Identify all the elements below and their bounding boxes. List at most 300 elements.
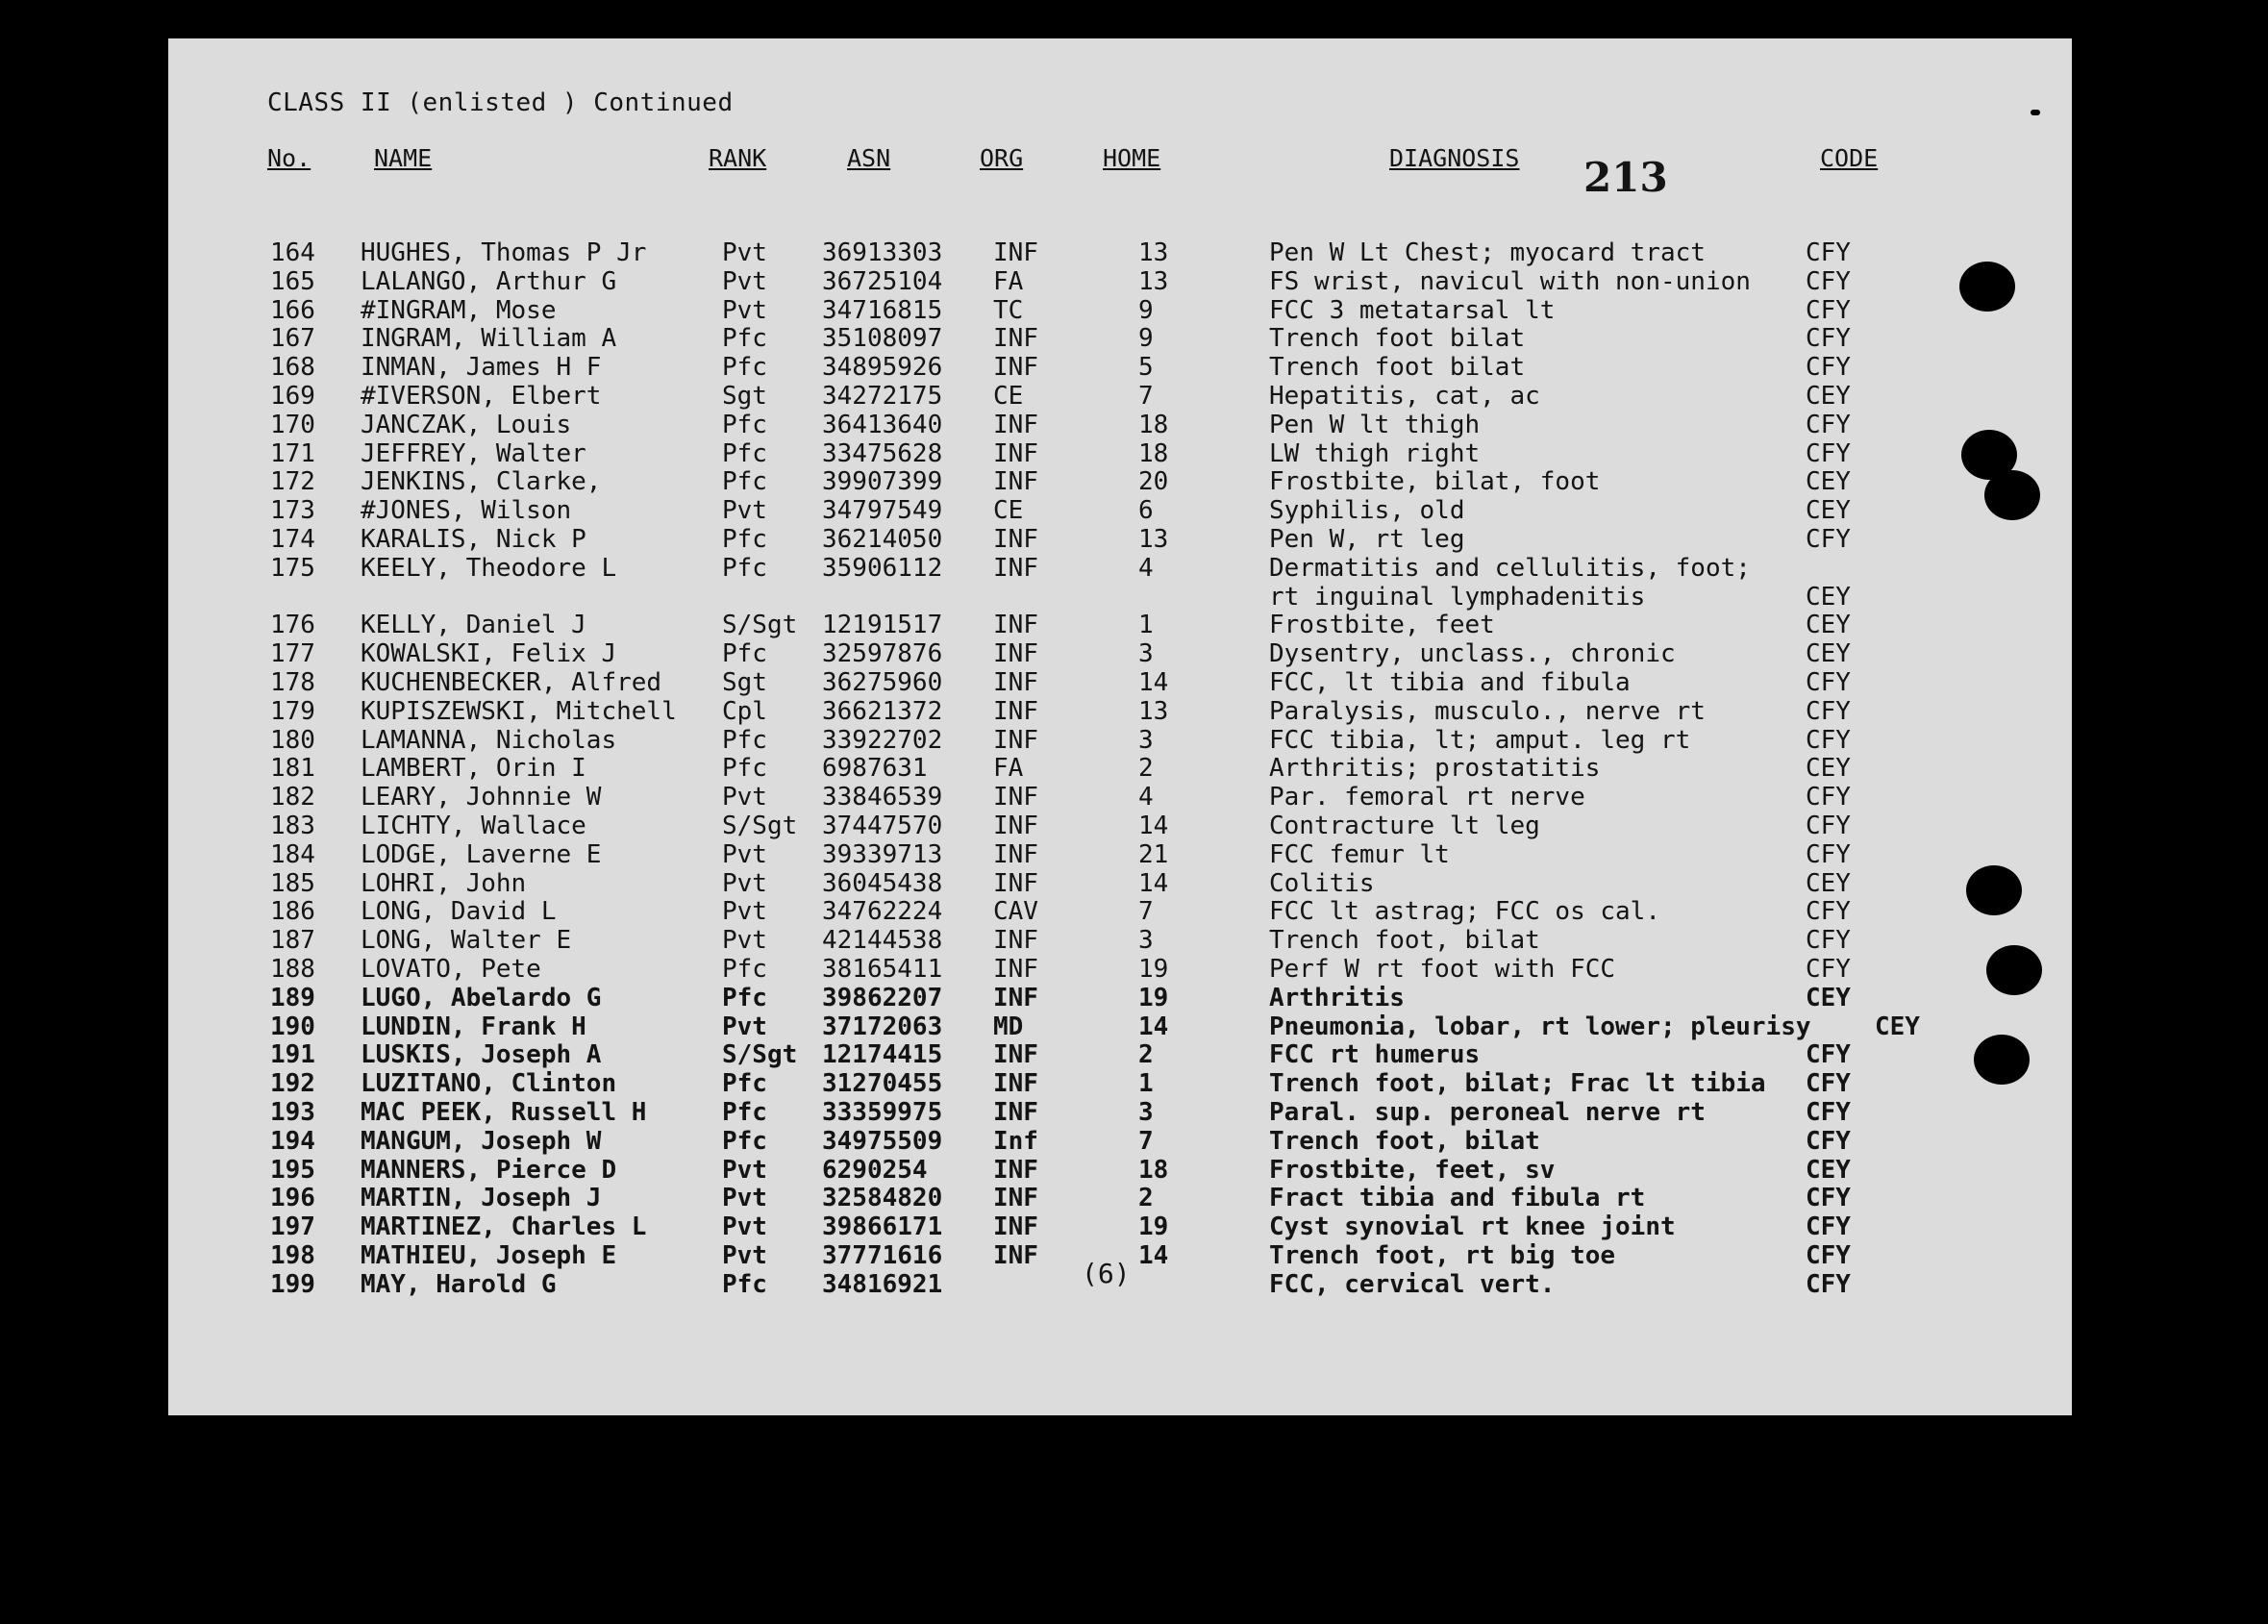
cell-home: 14 [1138, 868, 1169, 898]
cell-no: 178 [270, 668, 315, 697]
cell-home: 2 [1138, 1184, 1154, 1213]
cell-asn: 12191517 [822, 611, 943, 640]
cell-org: INF [993, 696, 1038, 726]
cell-rank: S/Sgt [722, 812, 798, 840]
cell-asn: 33922702 [822, 725, 943, 755]
cell-code: CFY [1806, 725, 1851, 755]
cell-name: LOHRI, John [361, 868, 527, 898]
cell-diagnosis: Cyst synovial rt knee joint [1269, 1212, 1676, 1242]
cell-no: 176 [270, 611, 315, 640]
column-header-home: HOME [1103, 144, 1161, 172]
cell-home: 6 [1138, 496, 1154, 526]
cell-code: CFY [1806, 410, 1851, 439]
cell-name: HUGHES, Thomas P Jr [361, 238, 647, 267]
cell-name: LALANGO, Arthur G [361, 266, 617, 296]
cell-no: 189 [270, 983, 315, 1012]
table-row [168, 783, 2072, 812]
cell-no: 180 [270, 725, 315, 755]
cell-asn: 38165411 [822, 955, 943, 984]
cell-diagnosis: Pen W, rt leg [1269, 525, 1465, 554]
cell-org: INF [993, 725, 1038, 755]
cell-home: 18 [1138, 438, 1169, 468]
cell-org: INF [993, 1098, 1038, 1127]
table-row [168, 1012, 2072, 1041]
cell-org: INF [993, 1040, 1038, 1070]
cell-diagnosis: Paral. sup. peroneal nerve rt [1269, 1098, 1706, 1127]
cell-no: 173 [270, 496, 315, 526]
cell-rank: Pvt [722, 266, 767, 296]
cell-code: CFY [1806, 668, 1851, 697]
table-row [168, 583, 2072, 612]
cell-diagnosis: Arthritis [1269, 983, 1405, 1012]
cell-home: 9 [1138, 324, 1154, 354]
cell-home: 20 [1138, 467, 1169, 497]
cell-org: INF [993, 611, 1038, 640]
cell-home: 19 [1138, 1212, 1169, 1242]
cell-rank: Pfc [722, 324, 767, 354]
cell-home: 2 [1138, 1040, 1154, 1070]
cell-code: CFY [1806, 783, 1851, 812]
cell-home: 4 [1138, 783, 1154, 812]
cell-asn: 34797549 [822, 496, 943, 526]
cell-code: CFY [1806, 812, 1851, 840]
cell-org: INF [993, 868, 1038, 898]
page-number: 213 [1583, 154, 1668, 201]
punch-hole [1966, 865, 2022, 915]
cell-name: KUCHENBECKER, Alfred [361, 668, 662, 697]
cell-code: CEY [1806, 467, 1851, 497]
table-row [168, 955, 2072, 984]
cell-asn: 36621372 [822, 696, 943, 726]
cell-rank: Pfc [722, 754, 767, 784]
cell-asn: 39339713 [822, 839, 943, 869]
cell-asn: 34895926 [822, 353, 943, 383]
cell-rank: S/Sgt [722, 611, 798, 640]
cell-org: INF [993, 438, 1038, 468]
cell-no: 197 [270, 1212, 315, 1242]
cell-code: CEY [1875, 1012, 1920, 1041]
cell-home: 19 [1138, 983, 1169, 1012]
table-row [168, 382, 2072, 411]
cell-home: 14 [1138, 1012, 1169, 1041]
cell-rank: S/Sgt [722, 1040, 798, 1070]
cell-no: 195 [270, 1155, 315, 1185]
cell-code: CFY [1806, 353, 1851, 383]
cell-code: CFY [1806, 1184, 1851, 1213]
cell-code: CEY [1806, 639, 1851, 669]
cell-no: 171 [270, 438, 315, 468]
cell-rank: Pvt [722, 238, 767, 267]
cell-no: 183 [270, 812, 315, 840]
table-row [168, 984, 2072, 1012]
cell-diagnosis: FCC, cervical vert. [1269, 1269, 1556, 1299]
cell-diagnosis: Pen W lt thigh [1269, 410, 1481, 439]
table-row [168, 525, 2072, 554]
cell-asn: 32597876 [822, 639, 943, 669]
cell-org: Inf [993, 1126, 1038, 1156]
cell-org: INF [993, 553, 1038, 583]
cell-code: CFY [1806, 238, 1851, 267]
cell-asn: 34272175 [822, 382, 943, 411]
cell-code: CEY [1806, 868, 1851, 898]
column-header-no: No. [267, 144, 312, 172]
cell-no: 199 [270, 1269, 315, 1299]
cell-diagnosis: Trench foot bilat [1269, 353, 1526, 383]
cell-home: 3 [1138, 639, 1154, 669]
cell-no: 184 [270, 839, 315, 869]
cell-code: CEY [1806, 382, 1851, 411]
cell-home: 4 [1138, 553, 1154, 583]
cell-home: 3 [1138, 725, 1154, 755]
cell-rank: Pfc [722, 639, 767, 669]
cell-org: INF [993, 783, 1038, 812]
cell-org: INF [993, 1069, 1038, 1099]
cell-rank: Pvt [722, 868, 767, 898]
table-row [168, 238, 2072, 267]
cell-no: 196 [270, 1184, 315, 1213]
cell-home: 14 [1138, 812, 1169, 840]
cell-home: 13 [1138, 525, 1169, 554]
cell-code: CEY [1806, 611, 1851, 640]
cell-rank: Sgt [722, 382, 767, 411]
cell-org: MD [993, 1012, 1024, 1041]
cell-code: CFY [1806, 1098, 1851, 1127]
cell-asn: 39862207 [822, 983, 943, 1012]
cell-asn: 31270455 [822, 1069, 943, 1099]
table-row [168, 1098, 2072, 1127]
cell-org: INF [993, 324, 1038, 354]
table-row [168, 840, 2072, 869]
cell-home: 21 [1138, 839, 1169, 869]
cell-no: 168 [270, 353, 315, 383]
cell-name: JANCZAK, Louis [361, 410, 572, 439]
cell-no: 177 [270, 639, 315, 669]
cell-name: LUNDIN, Frank H [361, 1012, 586, 1041]
cell-rank: Pvt [722, 295, 767, 325]
cell-code: CEY [1806, 983, 1851, 1012]
cell-name: LUGO, Abelardo G [361, 983, 602, 1012]
cell-code: CFY [1806, 438, 1851, 468]
cell-no: 175 [270, 553, 315, 583]
cell-asn: 36214050 [822, 525, 943, 554]
cell-diagnosis: Trench foot bilat [1269, 324, 1526, 354]
cell-home: 9 [1138, 295, 1154, 325]
cell-rank: Pvt [722, 926, 767, 956]
cell-diagnosis: Frostbite, feet, sv [1269, 1155, 1556, 1185]
cell-diagnosis: Dysentry, unclass., chronic [1269, 639, 1676, 669]
cell-asn: 6290254 [822, 1155, 928, 1185]
cell-code: CFY [1806, 1040, 1851, 1070]
table-row [168, 726, 2072, 755]
table-row [168, 267, 2072, 296]
table-row [168, 467, 2072, 496]
cell-rank: Pvt [722, 1155, 767, 1185]
cell-home: 2 [1138, 754, 1154, 784]
cell-no: 164 [270, 238, 315, 267]
cell-rank: Pfc [722, 1098, 767, 1127]
table-row [168, 439, 2072, 468]
cell-diagnosis: Perf W rt foot with FCC [1269, 955, 1616, 984]
cell-diagnosis: FCC tibia, lt; amput. leg rt [1269, 725, 1691, 755]
cell-no: 192 [270, 1069, 315, 1099]
page-heading: CLASS II (enlisted ) Continued [267, 88, 734, 117]
table-row [168, 812, 2072, 840]
cell-asn: 36725104 [822, 266, 943, 296]
cell-rank: Pfc [722, 438, 767, 468]
cell-org: INF [993, 926, 1038, 956]
cell-diagnosis: Pneumonia, lobar, rt lower; pleurisy [1269, 1012, 1811, 1041]
cell-name: KOWALSKI, Felix J [361, 639, 617, 669]
column-header-code: CODE [1820, 144, 1879, 172]
cell-rank: Pvt [722, 1241, 767, 1270]
cell-asn: 35906112 [822, 553, 943, 583]
cell-name: JEFFREY, Walter [361, 438, 586, 468]
cell-diagnosis: Dermatitis and cellulitis, foot; [1269, 553, 1751, 583]
page-footer: (6) [1082, 1258, 1131, 1289]
cell-rank: Pvt [722, 783, 767, 812]
cell-code: CFY [1806, 955, 1851, 984]
cell-org: FA [993, 266, 1024, 296]
cell-org: INF [993, 467, 1038, 497]
cell-code: CFY [1806, 525, 1851, 554]
cell-home: 13 [1138, 266, 1169, 296]
cell-name: LODGE, Laverne E [361, 839, 602, 869]
cell-no: 191 [270, 1040, 315, 1070]
cell-no: 187 [270, 926, 315, 956]
cell-diagnosis: FS wrist, navicul with non-union [1269, 266, 1751, 296]
cell-no: 194 [270, 1126, 315, 1156]
table-row [168, 1184, 2072, 1212]
cell-rank: Sgt [722, 668, 767, 697]
cell-name: LUSKIS, Joseph A [361, 1040, 602, 1070]
cell-diagnosis: Trench foot, bilat; Frac lt tibia [1269, 1069, 1766, 1099]
cell-home: 18 [1138, 410, 1169, 439]
cell-code: CFY [1806, 897, 1851, 927]
cell-asn: 37447570 [822, 812, 943, 840]
column-header-rank: RANK [709, 144, 767, 172]
cell-diagnosis: Fract tibia and fibula rt [1269, 1184, 1646, 1213]
cell-name: INGRAM, William A [361, 324, 617, 354]
cell-home: 14 [1138, 1241, 1169, 1270]
cell-no: 186 [270, 897, 315, 927]
cell-no: 188 [270, 955, 315, 984]
cell-home: 18 [1138, 1155, 1169, 1185]
cell-diagnosis: Contracture lt leg [1269, 812, 1540, 840]
cell-rank: Pvt [722, 839, 767, 869]
cell-name: LONG, Walter E [361, 926, 572, 956]
table-row [168, 411, 2072, 439]
cell-rank: Pfc [722, 983, 767, 1012]
cell-name: MARTINEZ, Charles L [361, 1212, 647, 1242]
cell-name: MANNERS, Pierce D [361, 1155, 617, 1185]
table-row [168, 1040, 2072, 1069]
cell-name: MAY, Harold G [361, 1269, 557, 1299]
cell-diagnosis: Pen W Lt Chest; myocard tract [1269, 238, 1706, 267]
table-row [168, 1127, 2072, 1156]
cell-no: 198 [270, 1241, 315, 1270]
cell-org: INF [993, 983, 1038, 1012]
cell-diagnosis: FCC rt humerus [1269, 1040, 1481, 1070]
cell-org: INF [993, 1155, 1038, 1185]
punch-hole [1974, 1035, 2030, 1085]
cell-org: INF [993, 353, 1038, 383]
cell-rank: Pvt [722, 1012, 767, 1041]
cell-name: #INGRAM, Mose [361, 295, 557, 325]
cell-no: 190 [270, 1012, 315, 1041]
table-row [168, 611, 2072, 639]
table-row [168, 353, 2072, 382]
cell-name: LONG, David L [361, 897, 557, 927]
cell-home: 7 [1138, 897, 1154, 927]
cell-rank: Pfc [722, 525, 767, 554]
cell-asn: 33846539 [822, 783, 943, 812]
punch-hole [1984, 470, 2040, 520]
cell-org: INF [993, 839, 1038, 869]
cell-rank: Pfc [722, 725, 767, 755]
column-header-org: ORG [980, 144, 1024, 172]
cell-org: INF [993, 1212, 1038, 1242]
cell-code: CFY [1806, 696, 1851, 726]
cell-org: INF [993, 955, 1038, 984]
cell-diagnosis: Arthritis; prostatitis [1269, 754, 1601, 784]
table-row [168, 754, 2072, 783]
table-row [168, 897, 2072, 926]
cell-name: KEELY, Theodore L [361, 553, 617, 583]
cell-asn: 33359975 [822, 1098, 943, 1127]
cell-home: 7 [1138, 382, 1154, 411]
cell-asn: 36413640 [822, 410, 943, 439]
cell-home: 3 [1138, 926, 1154, 956]
cell-name: INMAN, James H F [361, 353, 602, 383]
cell-name: KUPISZEWSKI, Mitchell [361, 696, 677, 726]
cell-home: 14 [1138, 668, 1169, 697]
cell-home: 1 [1138, 1069, 1154, 1099]
cell-diagnosis: FCC lt astrag; FCC os cal. [1269, 897, 1660, 927]
cell-diagnosis: FCC 3 metatarsal lt [1269, 295, 1556, 325]
cell-org: CAV [993, 897, 1038, 927]
cell-diagnosis: Trench foot, rt big toe [1269, 1241, 1616, 1270]
table-row [168, 668, 2072, 697]
cell-name: LEARY, Johnnie W [361, 783, 602, 812]
cell-code: CFY [1806, 839, 1851, 869]
cell-no: 166 [270, 295, 315, 325]
cell-home: 5 [1138, 353, 1154, 383]
cell-asn: 34762224 [822, 897, 943, 927]
column-header-diagnosis: DIAGNOSIS [1389, 144, 1520, 172]
cell-rank: Cpl [722, 696, 767, 726]
cell-name: LOVATO, Pete [361, 955, 541, 984]
cell-no: 165 [270, 266, 315, 296]
table-row [168, 869, 2072, 898]
cell-asn: 37771616 [822, 1241, 943, 1270]
cell-no: 182 [270, 783, 315, 812]
cell-asn: 6987631 [822, 754, 928, 784]
cell-diagnosis: Par. femoral rt nerve [1269, 783, 1585, 812]
cell-org: INF [993, 812, 1038, 840]
cell-code: CFY [1806, 324, 1851, 354]
cell-org: CE [993, 496, 1024, 526]
cell-no: 193 [270, 1098, 315, 1127]
cell-rank: Pfc [722, 955, 767, 984]
cell-diagnosis: Trench foot, bilat [1269, 926, 1540, 956]
cell-asn: 42144538 [822, 926, 943, 956]
cell-name: #IVERSON, Elbert [361, 382, 602, 411]
cell-org: INF [993, 639, 1038, 669]
document-page [168, 38, 2072, 1415]
cell-name: KELLY, Daniel J [361, 611, 586, 640]
cell-name: LICHTY, Wallace [361, 812, 586, 840]
table-row [168, 1156, 2072, 1185]
cell-asn: 32584820 [822, 1184, 943, 1213]
cell-home: 13 [1138, 238, 1169, 267]
cell-home: 7 [1138, 1126, 1154, 1156]
punch-hole [1959, 262, 2015, 312]
table-row [168, 1069, 2072, 1098]
cell-org: INF [993, 1184, 1038, 1213]
cell-diagnosis: rt inguinal lymphadenitis [1269, 582, 1646, 612]
cell-rank: Pfc [722, 410, 767, 439]
cell-asn: 36045438 [822, 868, 943, 898]
cell-asn: 37172063 [822, 1012, 943, 1041]
cell-rank: Pfc [722, 353, 767, 383]
cell-diagnosis: FCC, lt tibia and fibula [1269, 668, 1631, 697]
cell-rank: Pvt [722, 1212, 767, 1242]
cell-code: CFY [1806, 926, 1851, 956]
cell-rank: Pfc [722, 1126, 767, 1156]
cell-code: CEY [1806, 496, 1851, 526]
cell-home: 1 [1138, 611, 1154, 640]
cell-name: KARALIS, Nick P [361, 525, 586, 554]
cell-code: CFY [1806, 1069, 1851, 1099]
table-row [168, 639, 2072, 668]
cell-name: LUZITANO, Clinton [361, 1069, 617, 1099]
cell-asn: 34716815 [822, 295, 943, 325]
cell-diagnosis: Frostbite, feet [1269, 611, 1495, 640]
cell-home: 3 [1138, 1098, 1154, 1127]
cell-name: LAMANNA, Nicholas [361, 725, 617, 755]
cell-org: CE [993, 382, 1024, 411]
cell-rank: Pfc [722, 467, 767, 497]
cell-rank: Pfc [722, 553, 767, 583]
cell-no: 179 [270, 696, 315, 726]
cell-asn: 36275960 [822, 668, 943, 697]
cell-code: CFY [1806, 1241, 1851, 1270]
cell-code: CFY [1806, 1126, 1851, 1156]
cell-code: CEY [1806, 1155, 1851, 1185]
cell-asn: 39907399 [822, 467, 943, 497]
cell-rank: Pvt [722, 496, 767, 526]
cell-name: MANGUM, Joseph W [361, 1126, 602, 1156]
table-row [168, 697, 2072, 726]
cell-asn: 33475628 [822, 438, 943, 468]
scan-speck [2031, 110, 2040, 115]
cell-asn: 12174415 [822, 1040, 943, 1070]
cell-diagnosis: Hepatitis, cat, ac [1269, 382, 1540, 411]
column-header-asn: ASN [847, 144, 891, 172]
cell-rank: Pvt [722, 897, 767, 927]
table-row [168, 296, 2072, 325]
cell-code: CFY [1806, 295, 1851, 325]
cell-code: CFY [1806, 266, 1851, 296]
cell-diagnosis: FCC femur lt [1269, 839, 1450, 869]
cell-home: 13 [1138, 696, 1169, 726]
cell-no: 174 [270, 525, 315, 554]
cell-org: FA [993, 754, 1024, 784]
table-row [168, 1212, 2072, 1241]
cell-code: CFY [1806, 1269, 1851, 1299]
cell-home: 19 [1138, 955, 1169, 984]
cell-diagnosis: Trench foot, bilat [1269, 1126, 1540, 1156]
